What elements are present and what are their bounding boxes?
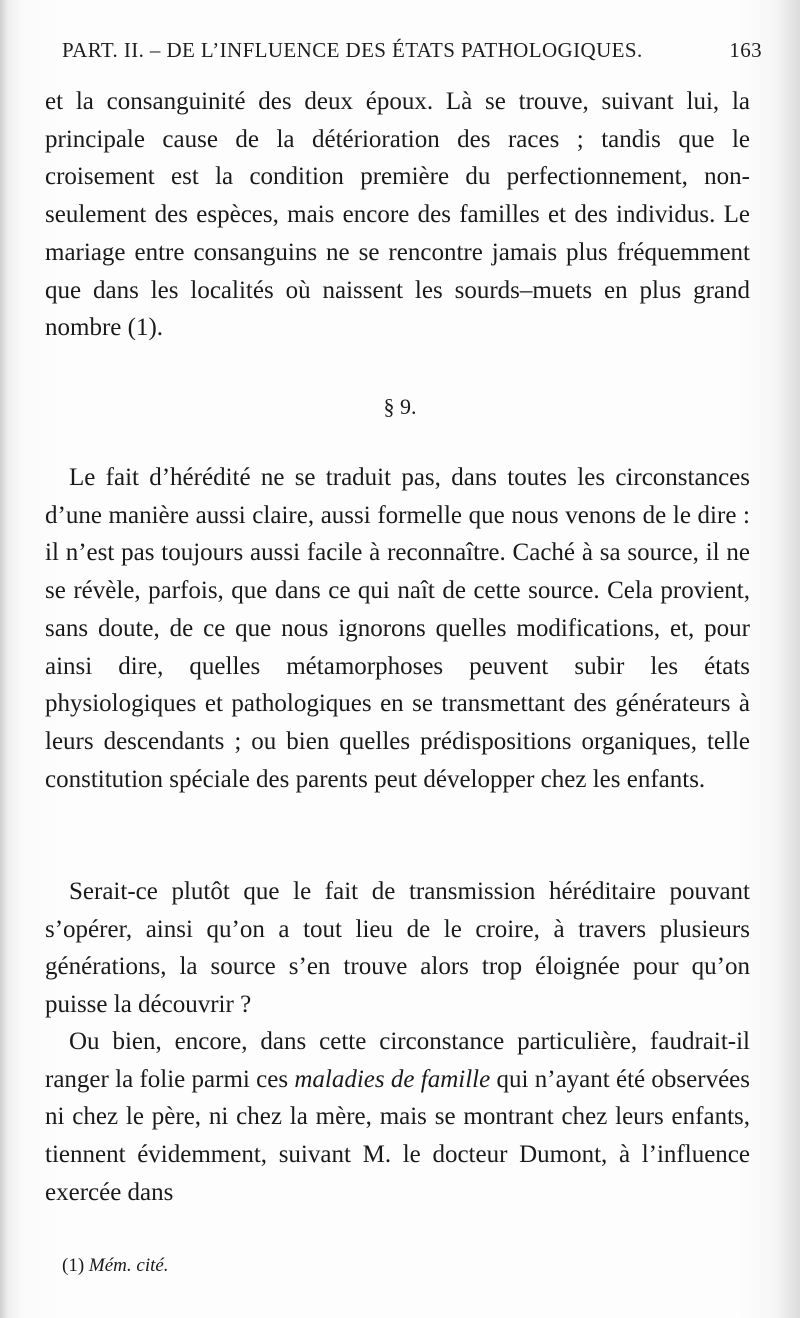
page-number: 163 bbox=[729, 38, 762, 62]
paragraph-transmission: Serait-ce plutôt que le fait de transmission héréditaire pouvant s’opérer, ainsi qu’on a tout lieu de le croire, à travers plusieurs générations, la source s’en trouve alors trop éloignée pour qu’on puisse la découvrir ? bbox=[45, 878, 750, 1019]
paragraph-consanguinity: et la consanguinité des deux époux. Là se trouve, suivant lui, la principale cause de la détérioration des races ; tandis que le croisement est la condition première du perfectionnement, non-seulement des espèces, mais encore des familles et des individus. Le mariage entre consanguins ne se rencontre jamais plus fréquemment que dans les localités où naissent les sourds–muets en plus grand nombre (1). bbox=[45, 88, 750, 342]
paragraph-family-diseases bbox=[45, 1023, 750, 1212]
paragraph-text-after: qui n’ayant été observées ni chez le père, ni chez la mère, mais se montrant chez leurs enfants, tiennent évidemment, suivant M. le docteur Dumont, à l’influence exercée dans bbox=[45, 1065, 750, 1206]
running-title: PART. II. – DE L’INFLUENCE DES ÉTATS PATHOLOGIQUES. bbox=[62, 38, 643, 62]
section-heading: § 9. bbox=[383, 394, 417, 419]
paragraph-heredity: Le fait d’hérédité ne se traduit pas, dans toutes les circonstances d’une manière aussi claire, aussi formelle que nous venons de le dire : il n’est pas toujours aussi facile à reconnaître. Caché à sa source, il ne se révèle, parfois, que dans ce qui naît de cette source. Cela provient, sans doute, de ce que nous ignorons quelles modifications, et, pour ainsi dire, quelles métamorphoses peuvent subir les états physiologiques et pathologiques en se transmettant des générateurs à leurs descendants ; ou bien quelles prédispositions organiques, telle constitution spéciale des parents peut développer chez les enfants. bbox=[45, 464, 750, 793]
italic-term: maladies de famille bbox=[294, 1065, 491, 1093]
paragraph-text-before: Ou bien, encore, dans cette circonstance particulière, faudrait-il ranger la folie parmi ces bbox=[45, 1028, 750, 1093]
running-header bbox=[62, 38, 762, 68]
footnote-text: Mém. cité. bbox=[88, 1255, 169, 1276]
footnote bbox=[62, 1255, 169, 1277]
footnote-marker: (1) bbox=[62, 1255, 85, 1276]
